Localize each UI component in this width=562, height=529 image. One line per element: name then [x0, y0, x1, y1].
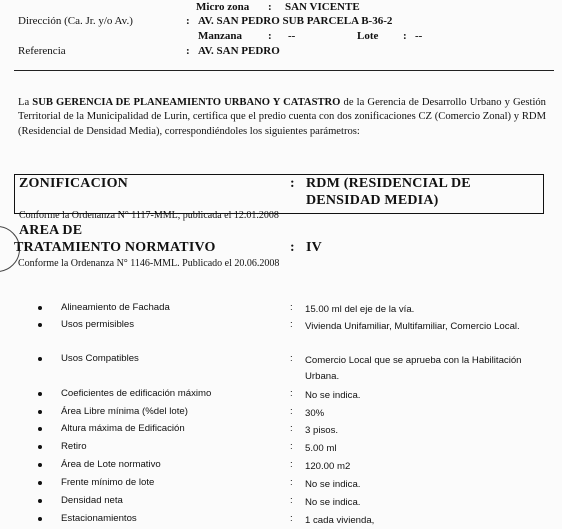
param-label: Estacionamientos [61, 513, 137, 524]
direccion-label: Dirección (Ca. Jr. y/o Av.) [18, 15, 133, 27]
micro-zona-value: SAN VICENTE [285, 1, 360, 13]
param-colon: : [290, 495, 293, 506]
bullet-icon [38, 517, 42, 521]
param-label: Usos permisibles [61, 319, 135, 330]
param-colon: : [290, 477, 293, 488]
referencia-label: Referencia [18, 45, 66, 57]
zonificacion-ordenanza: Conforme la Ordenanza N° 1117-MML, publicada el 12.01.2008 [19, 210, 279, 221]
lote-colon: : [403, 30, 407, 42]
paragraph-bold-entity: SUB GERENCIA DE PLANEAMIENTO URBANO Y CATASTRO [32, 97, 341, 108]
param-value: 1 cada vivienda, [305, 515, 375, 526]
referencia-value: AV. SAN PEDRO [198, 45, 280, 57]
param-value: 15.00 ml del eje de la vía. [305, 304, 415, 315]
referencia-colon: : [186, 45, 190, 57]
param-colon: : [290, 513, 293, 524]
paragraph-lead: La [18, 97, 33, 108]
bullet-icon [38, 427, 42, 431]
param-colon: : [290, 388, 293, 399]
zonificacion-label: ZONIFICACION [19, 176, 128, 191]
zonificacion-value-line2: DENSIDAD MEDIA) [306, 193, 439, 208]
param-colon: : [290, 459, 293, 470]
param-value: No se indica. [305, 497, 361, 508]
param-label: Densidad neta [61, 495, 123, 506]
bullet-icon [38, 445, 42, 449]
bullet-icon [38, 410, 42, 414]
micro-zona-colon: : [268, 1, 272, 13]
param-value: 30% [305, 408, 325, 419]
header-divider [14, 70, 554, 71]
direccion-colon: : [186, 15, 190, 27]
zonificacion-value-line1: RDM (RESIDENCIAL DE [306, 176, 471, 191]
lote-value: -- [415, 30, 423, 42]
manzana-label: Manzana [198, 30, 242, 42]
param-colon: : [290, 406, 293, 417]
direccion-value: AV. SAN PEDRO SUB PARCELA B-36-2 [198, 15, 393, 27]
param-label: Alineamiento de Fachada [61, 302, 170, 313]
lote-label: Lote [357, 30, 379, 42]
bullet-icon [38, 499, 42, 503]
bullet-icon [38, 357, 42, 361]
param-colon: : [290, 423, 293, 434]
bullet-icon [38, 323, 42, 327]
param-value: No se indica. [305, 479, 361, 490]
param-colon: : [290, 302, 293, 313]
param-label: Área de Lote normativo [61, 459, 161, 470]
param-label: Retiro [61, 441, 87, 452]
param-label: Frente mínimo de lote [61, 477, 155, 488]
param-value: 5.00 ml [305, 443, 337, 454]
zonificacion-colon: : [290, 176, 295, 191]
area-label-line1: AREA DE [19, 223, 83, 238]
bullet-icon [38, 306, 42, 310]
param-label: Área Libre mínima (%del lote) [61, 406, 188, 417]
bullet-icon [38, 463, 42, 467]
area-value: IV [306, 240, 322, 255]
area-label-line2: TRATAMIENTO NORMATIVO [14, 240, 216, 255]
param-value: 120.00 m2 [305, 461, 351, 472]
micro-zona-label: Micro zona [196, 1, 250, 13]
paragraph-rest: de la Gerencia de Desarrollo Urbano y Gestión Territorial de la Municipalidad de Lurin, certifica que el predio cuenta con dos zonificaciones CZ (Comercio Zonal) y RDM (Residencial de Densidad Media), correspondiéndoles los siguientes parámetros: [18, 97, 546, 137]
param-label: Usos Compatibles [61, 353, 139, 364]
manzana-colon: : [268, 30, 272, 42]
certification-paragraph [18, 96, 546, 139]
param-colon: : [290, 353, 293, 364]
param-value: Comercio Local que se aprueba con la Habilitación Urbana. [305, 355, 522, 382]
area-ordenanza: Conforme la Ordenanza N° 1146-MML. Publicado el 20.06.2008 [18, 258, 280, 269]
bullet-icon [38, 481, 42, 485]
manzana-value: -- [288, 30, 296, 42]
param-value: No se indica. [305, 390, 361, 401]
param-colon: : [290, 319, 293, 330]
param-value: 3 pisos. [305, 425, 339, 436]
param-colon: : [290, 441, 293, 452]
bullet-icon [38, 392, 42, 396]
param-label: Altura máxima de Edificación [61, 423, 185, 434]
area-colon: : [290, 240, 295, 255]
param-value: Vivienda Unifamiliar, Multifamiliar, Comercio Local. [305, 321, 520, 332]
param-label: Coeficientes de edificación máximo [61, 388, 212, 399]
